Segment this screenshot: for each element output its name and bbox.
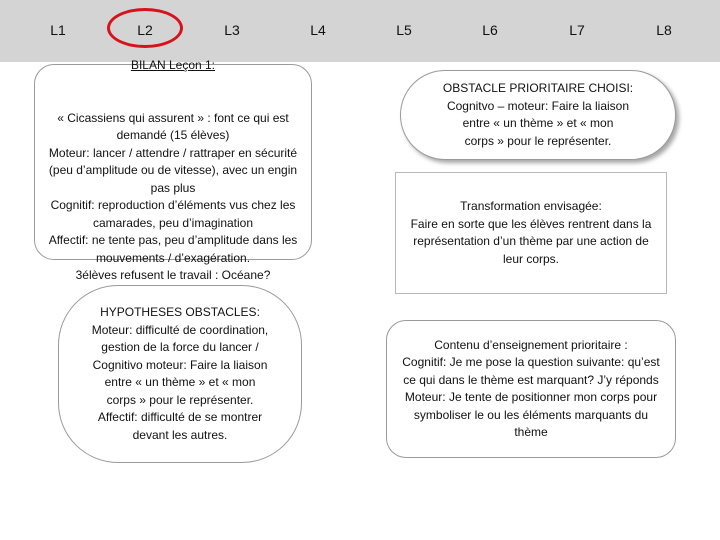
tab-l2[interactable]: L2 [137, 22, 153, 38]
tab-l8[interactable]: L8 [656, 22, 672, 38]
bilan-box [34, 58, 312, 282]
tab-l7[interactable]: L7 [569, 22, 585, 38]
contenu-body: Contenu d’enseignement prioritaire : Cognitif: Je me pose la question suivante: qu’est ce qui dans le thème est marquant? J’y réponds Moteur: Je tente de positionner mon corps pour symboliser le ou les éléments marquants du thème [402, 337, 660, 439]
transformation-body: Transformation envisagée: Faire en sorte que les élèves rentrent dans la représentation d’un thème par une action de leur corps. [410, 199, 652, 266]
obstacle-body: OBSTACLE PRIORITAIRE CHOISI: Cognitvo – moteur: Faire la liaison entre « un thème » et « mon corps » pour le représenter. [442, 81, 634, 148]
bilan-body: « Cicassiens qui assurent » : font ce qui est demandé (15 élèves) Moteur: lancer / attendre / rattraper en sécurité (peu d’amplitude ou de vitesse), avec un engin pas plus Cognitif: reproduction d’éléments vus chez les camarades, peu d’imagination Affectif: ne tente pas, peu d’amplitude dans les mouvements / d’exagération. 3élèves refusent le travail : Océane? [48, 110, 298, 282]
tab-l6[interactable]: L6 [482, 22, 498, 38]
tab-l1[interactable]: L1 [50, 22, 66, 38]
transformation-box [395, 172, 667, 294]
tab-l5[interactable]: L5 [396, 22, 412, 38]
tab-l4[interactable]: L4 [310, 22, 326, 38]
bilan-title: BILAN Leçon 1: [130, 58, 216, 72]
hypotheses-box [58, 285, 302, 463]
contenu-box [386, 320, 676, 458]
tab-l3[interactable]: L3 [224, 22, 240, 38]
obstacle-box [400, 70, 676, 160]
hypotheses-body: HYPOTHESES OBSTACLES: Moteur: difficulté de coordination, gestion de la force du lancer / Cognitivo moteur: Faire la liaison entre « un thème » et « mon corps » pour le représenter. Affectif: difficulté de se montrer devant les autres. [91, 305, 269, 442]
